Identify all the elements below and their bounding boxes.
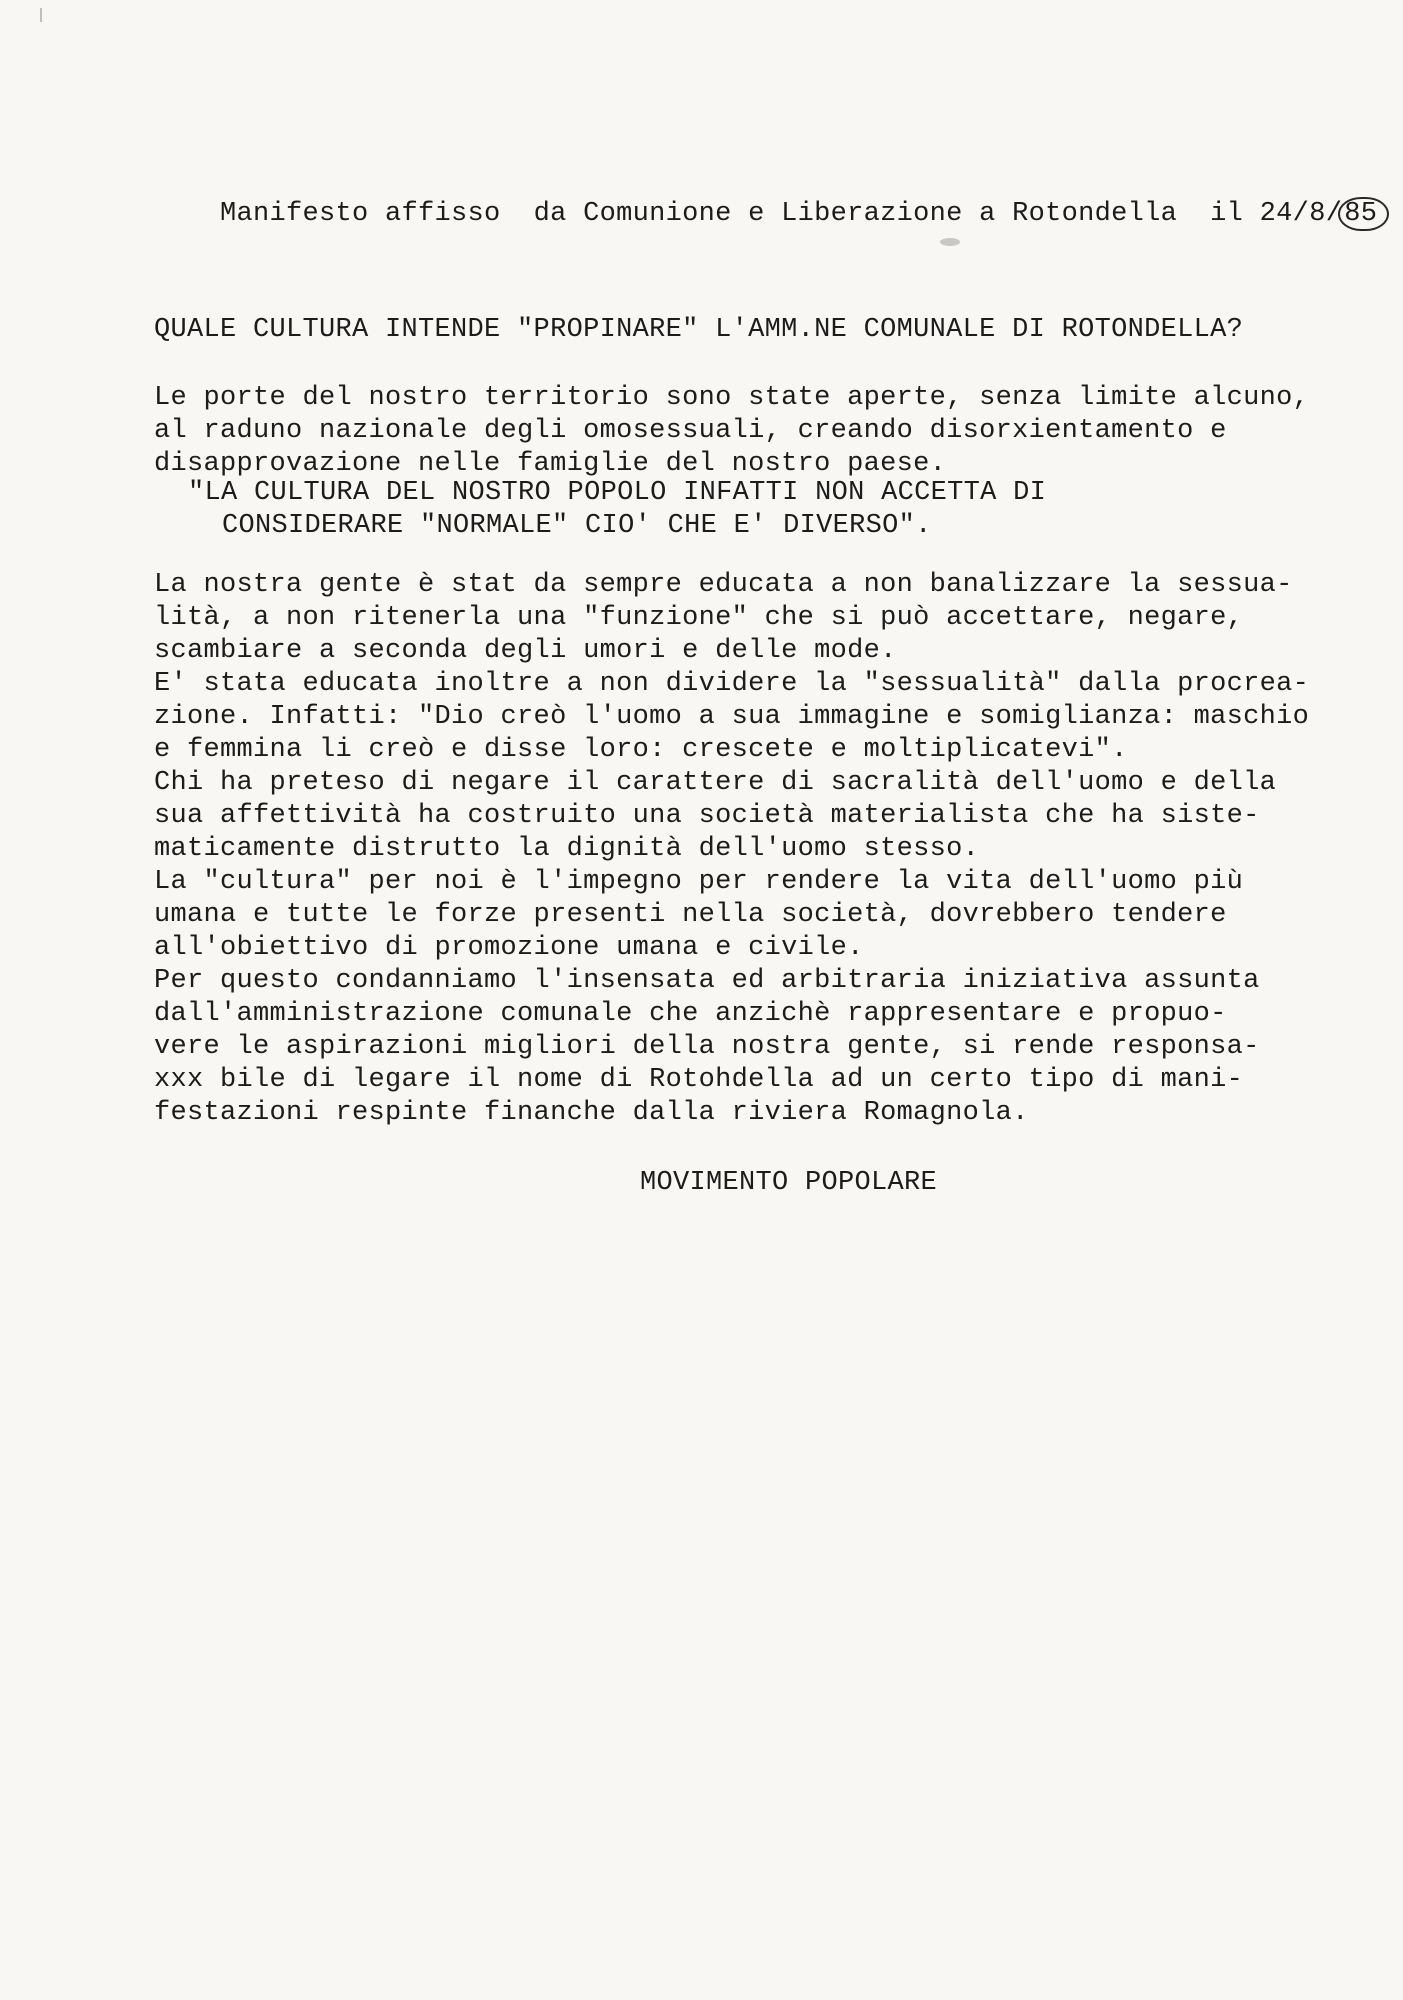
paragraph2-line-6: e femmina li creò e disse loro: crescete e moltiplicatevi". bbox=[154, 735, 1128, 765]
paragraph2-line-3: scambiare a seconda degli umori e delle mode. bbox=[154, 636, 897, 666]
paragraph2-line-1: La nostra gente è stat da sempre educata a non banalizzare la sessua- bbox=[154, 570, 1293, 600]
paragraph2-line-12: all'obiettivo di promozione umana e civile. bbox=[154, 933, 864, 963]
paragraph2-line-2: lità, a non ritenerla una "funzione" che si può accettare, negare, bbox=[154, 603, 1244, 633]
header-text: Manifesto affisso da Comunione e Liberazione a Rotondella il 24/8/ bbox=[220, 199, 1343, 229]
paragraph2-line-10: La "cultura" per noi è l'impegno per rendere la vita dell'uomo più bbox=[154, 867, 1244, 897]
paragraph2-line-17: festazioni respinte finanche dalla riviera Romagnola. bbox=[154, 1098, 1029, 1128]
paragraph2-line-7: Chi ha preteso di negare il carattere di sacralità dell'uomo e della bbox=[154, 768, 1277, 798]
circled-year: 85 bbox=[1338, 197, 1389, 231]
paragraph2-line-4: E' stata educata inoltre a non dividere la "sessualità" dalla procrea- bbox=[154, 669, 1310, 699]
quote-line-2: CONSIDERARE "NORMALE" CIO' CHE E' DIVERSO". bbox=[222, 511, 932, 541]
paragraph2-line-13: Per questo condanniamo l'insensata ed arbitraria iniziativa assunta bbox=[154, 966, 1260, 996]
signature: MOVIMENTO POPOLARE bbox=[640, 1168, 938, 1198]
paragraph2-line-16: xxx bile di legare il nome di Rotohdella ad un certo tipo di mani- bbox=[154, 1065, 1244, 1095]
paragraph2-line-5: zione. Infatti: "Dio creò l'uomo a sua immagine e somiglianza: maschio bbox=[154, 702, 1310, 732]
paragraph2-line-9: maticamente distrutto la dignità dell'uomo stesso. bbox=[154, 834, 980, 864]
paragraph1-line-1: Le porte del nostro territorio sono state aperte, senza limite alcuno, bbox=[154, 383, 1310, 413]
document-header bbox=[154, 163, 1389, 265]
document-title: QUALE CULTURA INTENDE "PROPINARE" L'AMM.NE COMUNALE DI ROTONDELLA? bbox=[154, 315, 1244, 345]
quote-line-1: "LA CULTURA DEL NOSTRO POPOLO INFATTI NON ACCETTA DI bbox=[188, 478, 1047, 508]
paragraph2-line-14: dall'amministrazione comunale che anzichè rappresentare e propuo- bbox=[154, 999, 1227, 1029]
paper-mark bbox=[40, 8, 42, 22]
paragraph1-line-2: al raduno nazionale degli omosessuali, creando disorxientamento e bbox=[154, 416, 1227, 446]
paragraph2-line-8: sua affettività ha costruito una società materialista che ha siste- bbox=[154, 801, 1260, 831]
paragraph2-line-11: umana e tutte le forze presenti nella società, dovrebbero tendere bbox=[154, 900, 1227, 930]
paragraph2-line-15: vere le aspirazioni migliori della nostra gente, si rende responsa- bbox=[154, 1032, 1260, 1062]
paragraph1-line-3: disapprovazione nelle famiglie del nostro paese. bbox=[154, 449, 947, 479]
